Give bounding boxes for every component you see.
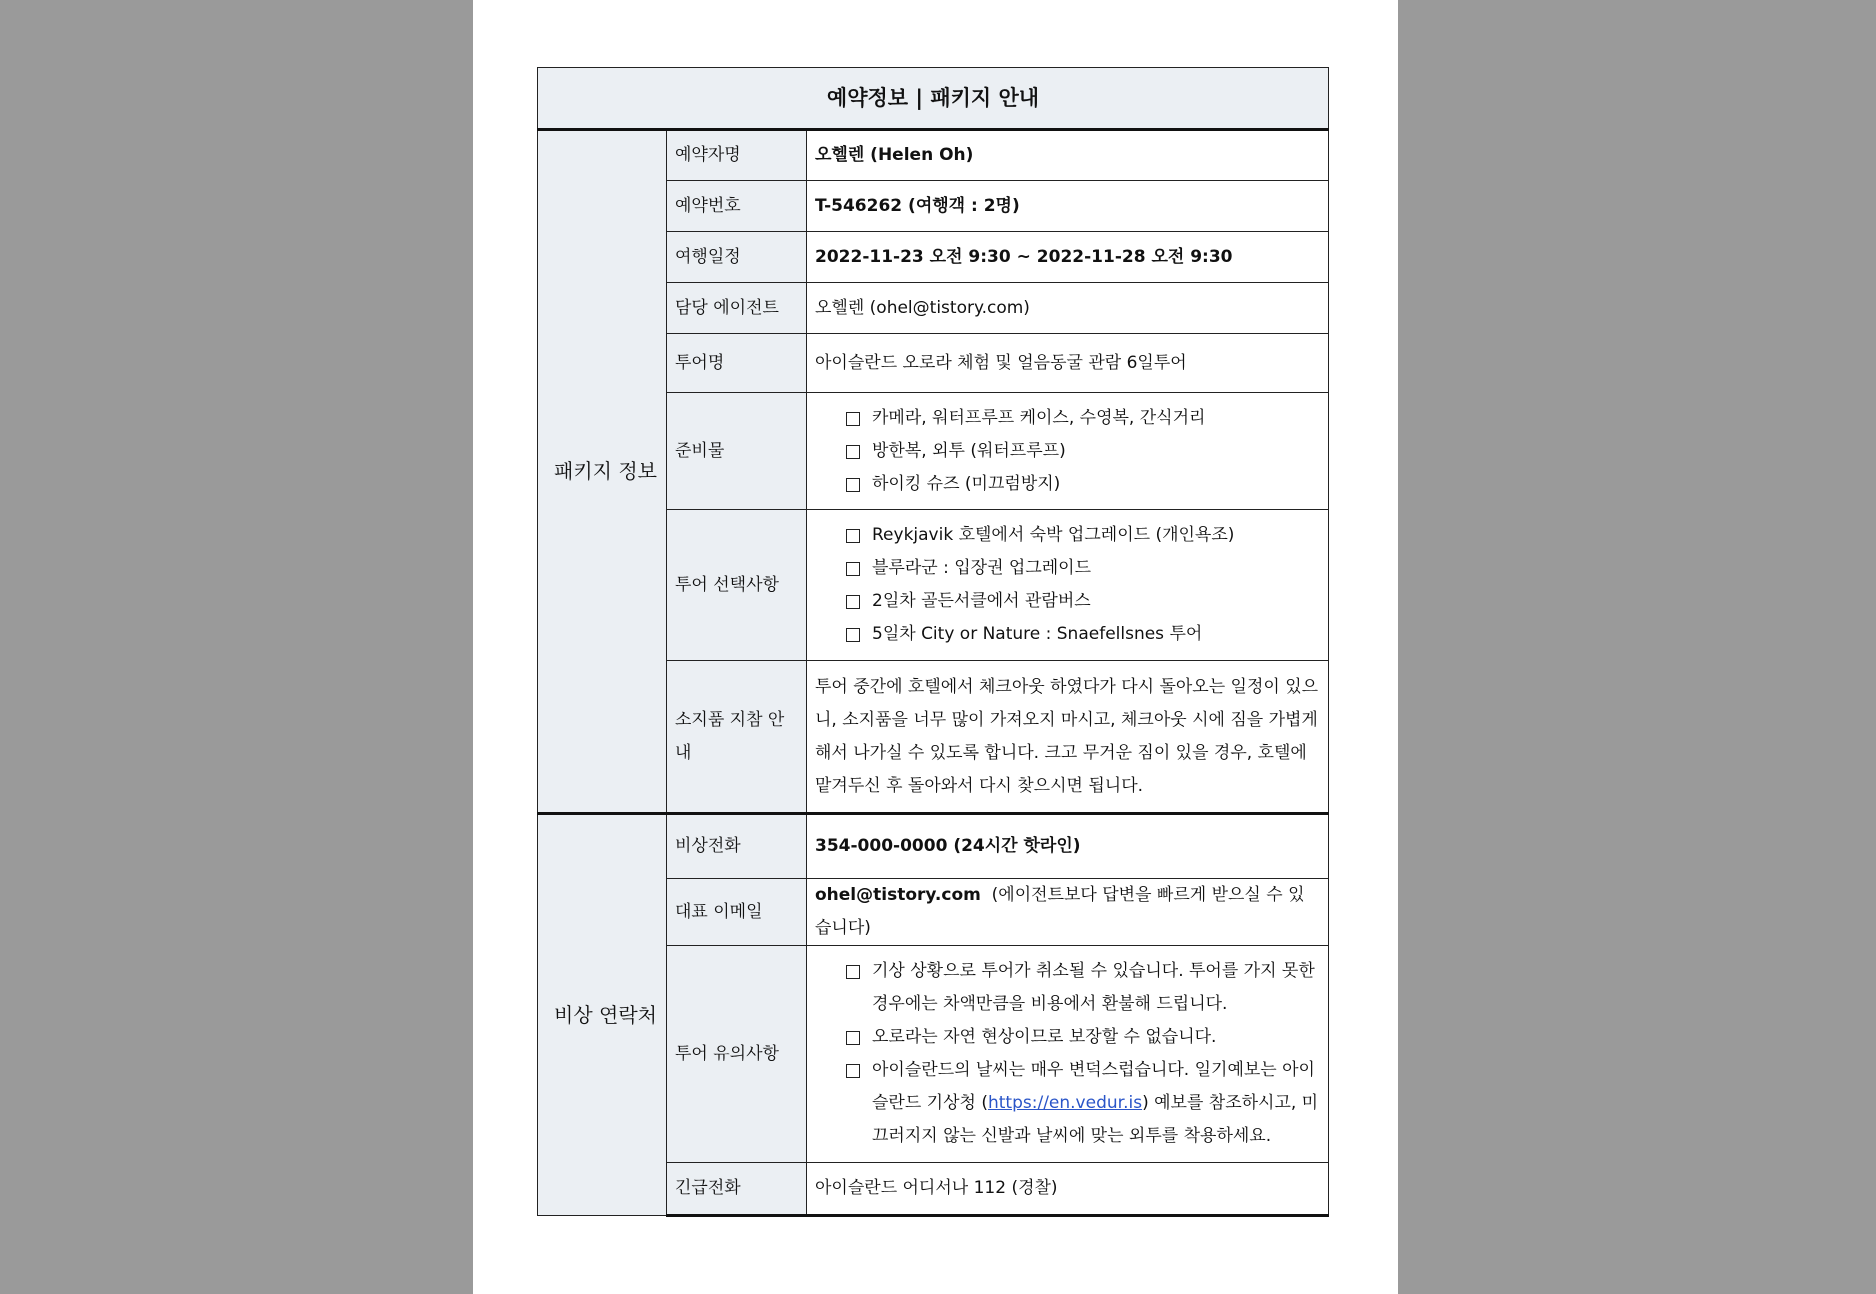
tour-name-value: 아이슬란드 오로라 체험 및 얼음동굴 관람 6일투어 [807, 334, 1329, 393]
checklist-item[interactable] [846, 468, 1320, 501]
checklist-item[interactable] [846, 1021, 1320, 1054]
tour-options-list-cell [807, 510, 1329, 661]
checkbox[interactable] [846, 562, 860, 576]
email-label: 대표 이메일 [667, 879, 807, 946]
document-page [473, 0, 1398, 1294]
tour-options-checklist [815, 515, 1320, 655]
tour-notes-list-cell [807, 946, 1329, 1163]
schedule-label: 여행일정 [667, 232, 807, 283]
section-package-label: 패키지 정보 [538, 130, 667, 814]
luggage-label: 소지품 지참 안내 [667, 661, 807, 814]
checklist-item[interactable] [846, 618, 1320, 651]
booking-number-value: T-546262 (여행객 : 2명) [807, 181, 1329, 232]
weather-link[interactable]: https://en.vedur.is [987, 1093, 1143, 1113]
checklist-item[interactable] [846, 519, 1320, 552]
checkbox[interactable] [846, 1064, 860, 1078]
emergency-phone-value: 354-000-0000 (24시간 핫라인) [807, 814, 1329, 879]
checkbox[interactable] [846, 478, 860, 492]
title-row [538, 68, 1329, 130]
tour-name-label: 투어명 [667, 334, 807, 393]
checklist-item-text: 방한복, 외투 (워터프루프) [872, 440, 1066, 461]
checklist-item[interactable] [846, 402, 1320, 435]
tour-notes-checklist [815, 951, 1320, 1157]
luggage-text: 투어 중간에 호텔에서 체크아웃 하였다가 다시 돌아오는 일정이 있으니, 소지품을 너무 많이 가져오지 마시고, 체크아웃 시에 짐을 가볍게 해서 나가실 수 있도록 합니다. 크고 무거운 짐이 있을 경우, 호텔에 맡겨두신 후 돌아와서 다시 찾으시면 됩니다. [815, 676, 1319, 796]
email-note: (에이전트보다 답변을 빠르게 받으실 수 있습니다) [815, 885, 1305, 938]
tour-options-label: 투어 선택사항 [667, 510, 807, 661]
hotline-label: 긴급전화 [667, 1163, 807, 1216]
checklist-item-text: 2일차 골든서클에서 관람버스 [872, 591, 1091, 611]
checklist-item-text: 하이킹 슈즈 (미끄럼방지) [872, 473, 1061, 494]
checklist-item[interactable] [846, 552, 1320, 585]
checkbox[interactable] [846, 529, 860, 543]
checklist-item-text: 5일차 City or Nature : Snaefellsnes 투어 [872, 624, 1203, 644]
checklist-item-text: 블루라군 : 입장권 업그레이드 [872, 558, 1092, 578]
supplies-label: 준비물 [667, 393, 807, 510]
checklist-item-text: 오로라는 자연 현상이므로 보장할 수 없습니다. [872, 1027, 1217, 1047]
reserver-value: 오헬렌 (Helen Oh) [807, 130, 1329, 181]
emergency-phone-label: 비상전화 [667, 814, 807, 879]
checkbox[interactable] [846, 595, 860, 609]
checkbox[interactable] [846, 1031, 860, 1045]
tour-notes-label: 투어 유의사항 [667, 946, 807, 1163]
section-emergency-label: 비상 연락처 [538, 814, 667, 1216]
email-value: ohel@tistory.com [815, 885, 981, 905]
email-cell [807, 879, 1329, 946]
supplies-checklist [815, 398, 1320, 505]
checklist-item[interactable] [846, 585, 1320, 618]
checkbox[interactable] [846, 412, 860, 426]
checklist-item[interactable] [846, 955, 1320, 1021]
supplies-list-cell [807, 393, 1329, 510]
hotline-value: 아이슬란드 어디서나 112 (경찰) [807, 1163, 1329, 1216]
document-title: 예약정보 | 패키지 안내 [538, 68, 1329, 130]
checklist-item[interactable] [846, 1054, 1320, 1153]
booking-number-label: 예약번호 [667, 181, 807, 232]
reserver-label: 예약자명 [667, 130, 807, 181]
checkbox[interactable] [846, 965, 860, 979]
checkbox[interactable] [846, 628, 860, 642]
checklist-item-text: 카메라, 워터프루프 케이스, 수영복, 간식거리 [872, 407, 1206, 428]
agent-label: 담당 에이전트 [667, 283, 807, 334]
checklist-item-text-before: 아이슬란드의 날씨는 매우 변덕스럽습니다. 일기예보는 아이슬란드 기상청 ( [872, 1060, 1315, 1113]
checklist-item-text: 기상 상황으로 투어가 취소될 수 있습니다. 투어를 가지 못한 경우에는 차액만큼을 비용에서 환불해 드립니다. [872, 961, 1315, 1014]
schedule-value: 2022-11-23 오전 9:30 ~ 2022-11-28 오전 9:30 [807, 232, 1329, 283]
checklist-item-text: Reykjavik 호텔에서 숙박 업그레이드 (개인욕조) [872, 525, 1235, 545]
agent-value: 오헬렌 (ohel@tistory.com) [807, 283, 1329, 334]
checklist-item-text-after: ) 예보를 참조하시고, 미끄러지지 않는 신발과 날씨에 맞는 외투를 착용하세요. [872, 1093, 1319, 1146]
row-emergency-phone [538, 814, 1329, 879]
luggage-cell [807, 661, 1329, 814]
checkbox[interactable] [846, 445, 860, 459]
reservation-table [537, 67, 1329, 1217]
checklist-item[interactable] [846, 435, 1320, 468]
row-reserver [538, 130, 1329, 181]
